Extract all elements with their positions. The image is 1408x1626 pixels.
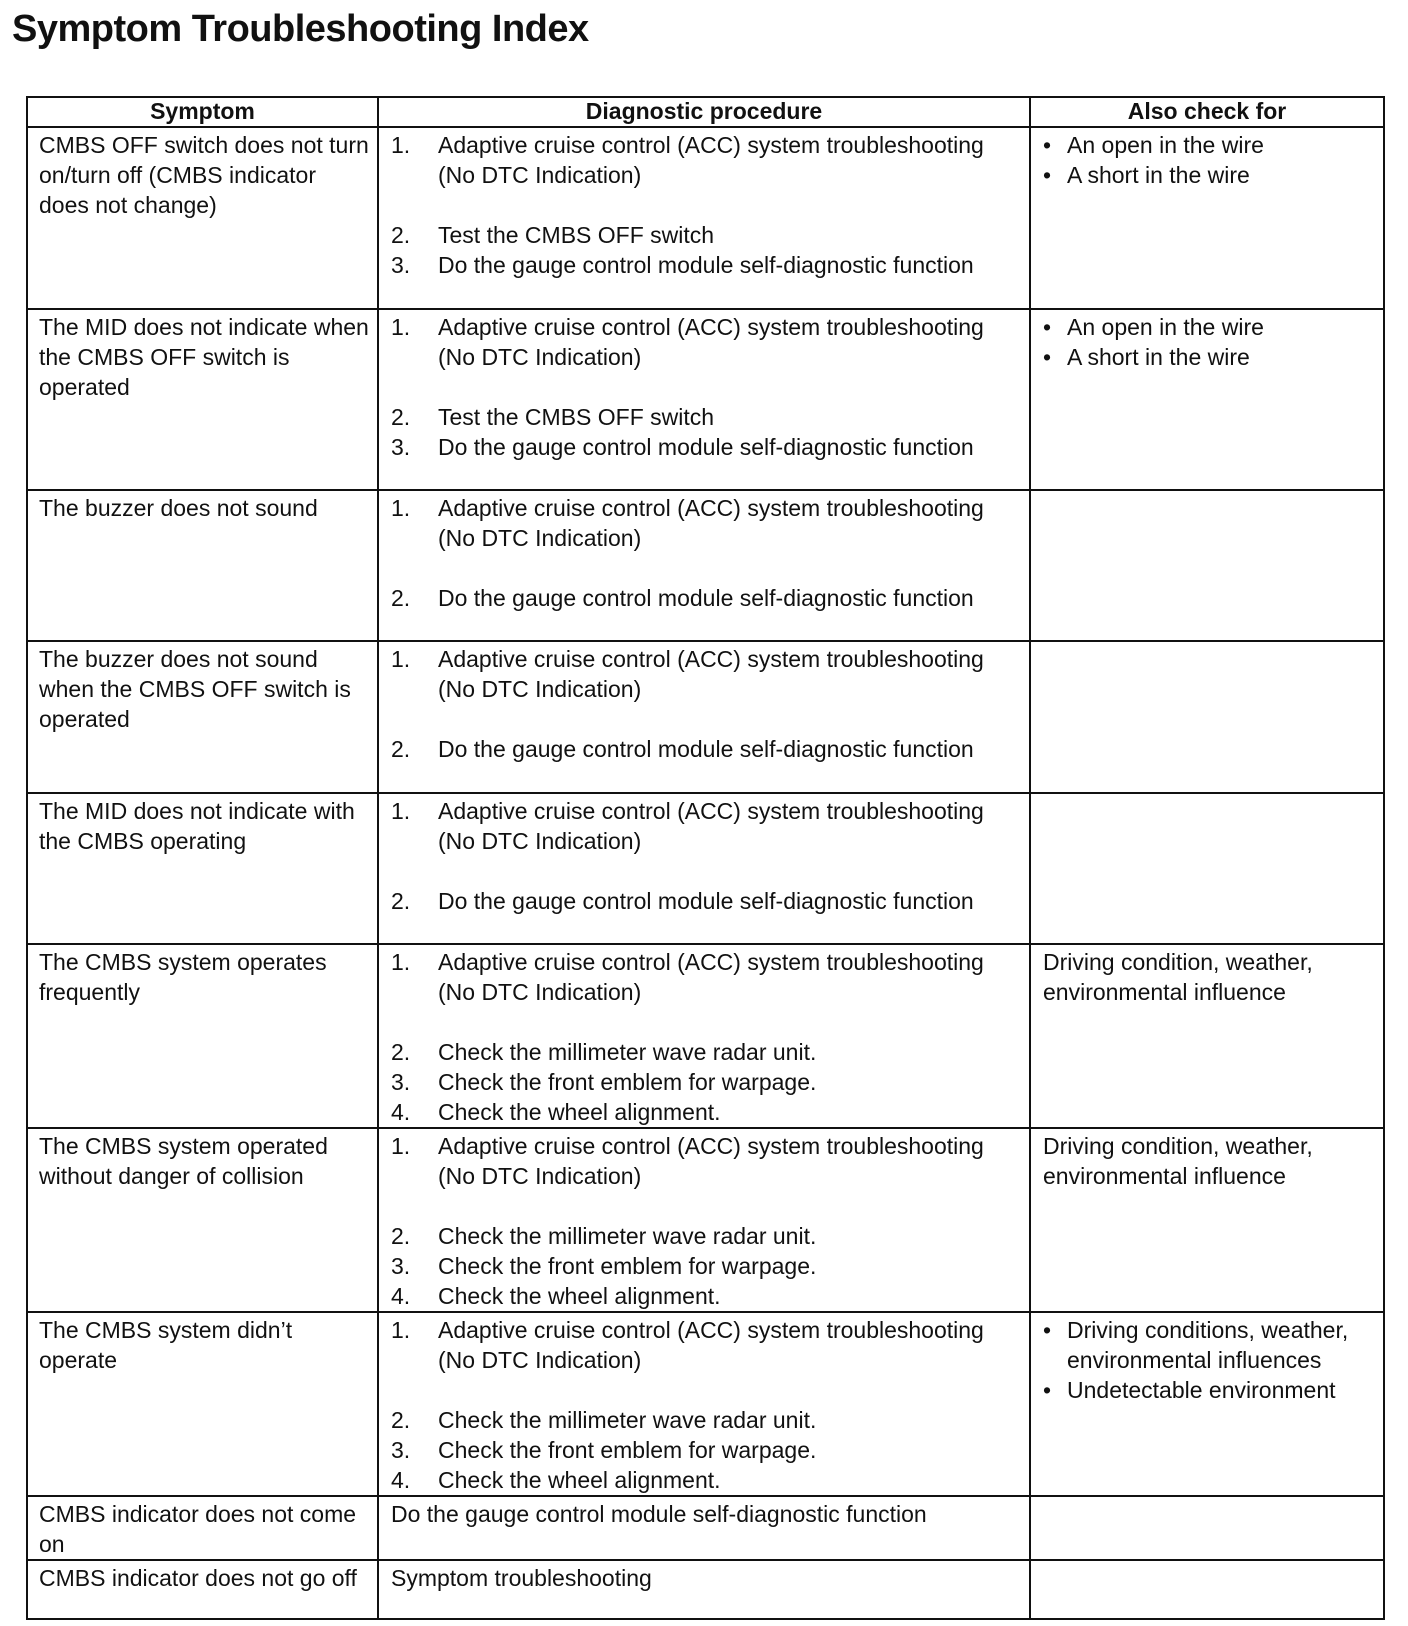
procedure-step [391,432,1023,462]
also-check-item [1043,130,1377,160]
procedure-step [391,402,1023,432]
also-check-cell [1030,641,1384,793]
procedure-step [391,583,1023,613]
procedure-step [391,1131,1023,1191]
step-number: 2. [391,1407,411,1433]
symptom-cell: The CMBS system operates frequently [27,944,378,1128]
procedure-step [391,1465,1023,1495]
also-check-item [1043,160,1377,190]
step-text: Check the front emblem for warpage. [438,1253,817,1279]
also-check-cell [1030,490,1384,641]
symptom-table [26,96,1385,1620]
procedure-step [391,1435,1023,1465]
step-number: 2. [391,222,411,248]
step-text: Check the millimeter wave radar unit. [438,1039,817,1065]
step-text: Check the wheel alignment. [438,1467,721,1493]
step-number: 4. [391,1467,411,1493]
step-spacer [391,553,1023,583]
step-text: Do the gauge control module self-diagnostic function [438,585,974,611]
also-check-text: A short in the wire [1067,162,1250,188]
step-number: 1. [391,1133,411,1159]
procedure-step [391,734,1023,764]
procedure-step [391,644,1023,704]
step-text: Do the gauge control module self-diagnostic function [438,434,974,460]
symptom-cell: The buzzer does not sound [27,490,378,641]
step-number: 1. [391,798,411,824]
header-procedure: Diagnostic procedure [378,97,1030,127]
step-spacer [391,1007,1023,1037]
step-number: 3. [391,1069,411,1095]
step-spacer [391,1375,1023,1405]
procedure-cell [378,1312,1030,1496]
bullet-icon: • [1043,314,1052,340]
step-number: 3. [391,252,411,278]
symptom-cell: The buzzer does not sound when the CMBS OFF switch is operated [27,641,378,793]
page-title: Symptom Troubleshooting Index [12,8,589,50]
step-number: 1. [391,1317,411,1343]
step-number: 2. [391,1039,411,1065]
step-number: 4. [391,1283,411,1309]
step-text: Check the millimeter wave radar unit. [438,1223,817,1249]
procedure-step [391,1097,1023,1127]
symptom-cell: CMBS OFF switch does not turn on/turn off (CMBS indicator does not change) [27,127,378,309]
step-text: Adaptive cruise control (ACC) system troubleshooting (No DTC Indication) [438,646,984,702]
procedure-step [391,312,1023,372]
table-row [27,1128,1384,1312]
also-check-cell [1030,309,1384,490]
header-also-check: Also check for [1030,97,1384,127]
procedure-step [391,796,1023,856]
step-number: 3. [391,1253,411,1279]
step-number: 3. [391,1437,411,1463]
procedure-step [391,1037,1023,1067]
table-row [27,127,1384,309]
also-check-cell [1030,793,1384,944]
procedure-step [391,1315,1023,1375]
also-check-cell: Driving condition, weather, environmental influence [1030,1128,1384,1312]
symptom-cell: The MID does not indicate with the CMBS operating [27,793,378,944]
step-text: Check the front emblem for warpage. [438,1437,817,1463]
procedure-step [391,130,1023,190]
also-check-item [1043,312,1377,342]
step-number: 1. [391,495,411,521]
step-text: Adaptive cruise control (ACC) system troubleshooting (No DTC Indication) [438,314,984,370]
procedure-step [391,1251,1023,1281]
bullet-icon: • [1043,162,1052,188]
procedure-step [391,250,1023,280]
table-header-row [27,97,1384,127]
also-check-text: An open in the wire [1067,132,1264,158]
step-text: Check the front emblem for warpage. [438,1069,817,1095]
step-text: Adaptive cruise control (ACC) system troubleshooting (No DTC Indication) [438,798,984,854]
also-check-cell: Driving condition, weather, environmental influence [1030,944,1384,1128]
symptom-cell: The CMBS system operated without danger of collision [27,1128,378,1312]
table-row [27,641,1384,793]
step-spacer [391,372,1023,402]
table-row [27,1496,1384,1560]
step-text: Adaptive cruise control (ACC) system troubleshooting (No DTC Indication) [438,949,984,1005]
table-row [27,1560,1384,1619]
procedure-cell [378,944,1030,1128]
symptom-cell: CMBS indicator does not come on [27,1496,378,1560]
symptom-cell: The MID does not indicate when the CMBS OFF switch is operated [27,309,378,490]
step-text: Test the CMBS OFF switch [438,222,715,248]
table-row [27,793,1384,944]
also-check-item [1043,342,1377,372]
procedure-cell [378,309,1030,490]
procedure-step [391,493,1023,553]
also-check-cell [1030,1560,1384,1619]
step-number: 2. [391,1223,411,1249]
step-number: 1. [391,646,411,672]
also-check-text: A short in the wire [1067,344,1250,370]
step-number: 2. [391,736,411,762]
also-check-item [1043,1375,1377,1405]
step-text: Do the gauge control module self-diagnostic function [438,252,974,278]
step-number: 3. [391,434,411,460]
procedure-step [391,1405,1023,1435]
bullet-icon: • [1043,132,1052,158]
step-spacer [391,704,1023,734]
step-number: 4. [391,1099,411,1125]
step-text: Check the wheel alignment. [438,1283,721,1309]
step-text: Adaptive cruise control (ACC) system troubleshooting (No DTC Indication) [438,1317,984,1373]
step-number: 1. [391,314,411,340]
procedure-step [391,1221,1023,1251]
procedure-cell [378,127,1030,309]
bullet-icon: • [1043,1317,1052,1343]
step-text: Adaptive cruise control (ACC) system troubleshooting (No DTC Indication) [438,495,984,551]
header-symptom: Symptom [27,97,378,127]
table-row [27,944,1384,1128]
table-row [27,490,1384,641]
step-number: 2. [391,585,411,611]
also-check-cell [1030,1312,1384,1496]
procedure-step [391,886,1023,916]
procedure-step [391,947,1023,1007]
procedure-cell: Symptom troubleshooting [378,1560,1030,1619]
also-check-text: Undetectable environment [1067,1377,1336,1403]
procedure-cell [378,641,1030,793]
also-check-cell [1030,127,1384,309]
procedure-cell [378,490,1030,641]
step-text: Check the wheel alignment. [438,1099,721,1125]
step-number: 1. [391,949,411,975]
step-spacer [391,190,1023,220]
also-check-text: Driving conditions, weather, environmental influences [1067,1317,1349,1373]
procedure-cell [378,1128,1030,1312]
step-number: 1. [391,132,411,158]
also-check-text: An open in the wire [1067,314,1264,340]
procedure-cell: Do the gauge control module self-diagnostic function [378,1496,1030,1560]
bullet-icon: • [1043,1377,1052,1403]
procedure-step [391,1067,1023,1097]
procedure-cell [378,793,1030,944]
step-text: Adaptive cruise control (ACC) system troubleshooting (No DTC Indication) [438,1133,984,1189]
step-text: Check the millimeter wave radar unit. [438,1407,817,1433]
step-number: 2. [391,888,411,914]
step-text: Do the gauge control module self-diagnostic function [438,888,974,914]
step-text: Test the CMBS OFF switch [438,404,715,430]
table-row [27,1312,1384,1496]
step-text: Do the gauge control module self-diagnostic function [438,736,974,762]
step-spacer [391,856,1023,886]
bullet-icon: • [1043,344,1052,370]
table-row [27,309,1384,490]
also-check-cell [1030,1496,1384,1560]
step-text: Adaptive cruise control (ACC) system troubleshooting (No DTC Indication) [438,132,984,188]
procedure-step [391,220,1023,250]
procedure-step [391,1281,1023,1311]
also-check-item [1043,1315,1377,1375]
symptom-cell: The CMBS system didn’t operate [27,1312,378,1496]
symptom-cell: CMBS indicator does not go off [27,1560,378,1619]
step-number: 2. [391,404,411,430]
step-spacer [391,1191,1023,1221]
